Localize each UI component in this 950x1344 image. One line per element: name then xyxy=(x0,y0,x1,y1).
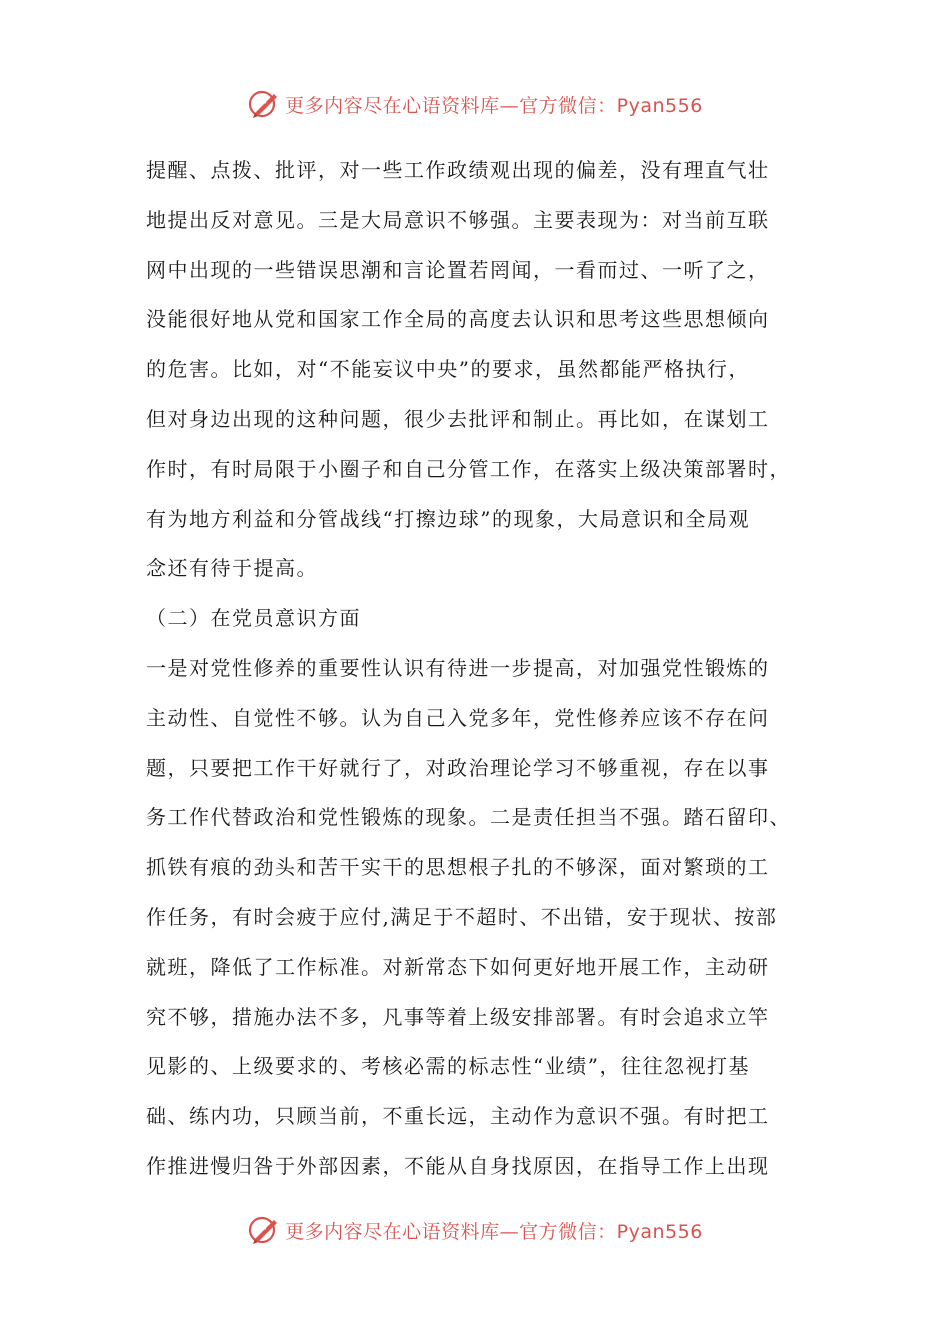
text-line: 作任务，有时会疲于应付,满足于不超时、不出错，安于现状、按部 xyxy=(146,904,778,929)
text-line: 的危害。比如，对“不能妄议中央”的要求，虽然都能严格执行， xyxy=(146,357,750,382)
header-banner-text: 更多内容尽在心语资料库—官方微信：Pyan556 xyxy=(285,94,703,117)
text-line: 就班，降低了工作标准。对新常态下如何更好地开展工作，主动研 xyxy=(146,954,770,979)
text-line: 作时，有时局限于小圈子和自己分管工作，在落实上级决策部署时， xyxy=(146,456,791,481)
text-line: 见影的、上级要求的、考核必需的标志性“业绩”，往往忽视打基 xyxy=(146,1054,750,1079)
text-line: 网中出现的一些错误思潮和言论置若罔闻，一看而过、一听了之， xyxy=(146,257,770,282)
header-banner xyxy=(0,84,950,124)
footer-banner-text: 更多内容尽在心语资料库—官方微信：Pyan556 xyxy=(285,1220,703,1243)
pen-logo-icon xyxy=(247,87,281,121)
text-line: 题，只要把工作干好就行了，对政治理论学习不够重视，存在以事 xyxy=(146,755,770,780)
text-line: 作推进慢归咎于外部因素，不能从自身找原因，在指导工作上出现 xyxy=(146,1153,770,1178)
footer-banner xyxy=(0,1210,950,1250)
text-line: 一是对党性修养的重要性认识有待进一步提高，对加强党性锻炼的 xyxy=(146,655,770,680)
document-body xyxy=(146,146,818,1192)
text-line: 念还有待于提高。 xyxy=(146,556,318,581)
text-line: 有为地方利益和分管战线“打擦边球”的现象，大局意识和全局观 xyxy=(146,506,750,531)
text-line: 提醒、点拨、批评，对一些工作政绩观出现的偏差，没有理直气壮 xyxy=(146,158,770,182)
text-line: 没能很好地从党和国家工作全局的高度去认识和思考这些思想倾向 xyxy=(146,307,770,332)
text-line: 但对身边出现的这种问题，很少去批评和制止。再比如，在谋划工 xyxy=(146,406,770,431)
text-line: 主动性、自觉性不够。认为自己入党多年，党性修养应该不存在问 xyxy=(146,705,770,730)
text-line: （二）在党员意识方面 xyxy=(146,606,361,631)
text-line: 务工作代替政治和党性锻炼的现象。二是责任担当不强。踏石留印、 xyxy=(146,805,791,830)
text-line: 地提出反对意见。三是大局意识不够强。主要表现为：对当前互联 xyxy=(146,207,770,232)
text-line: 究不够，措施办法不多，凡事等着上级安排部署。有时会追求立竿 xyxy=(146,1004,770,1029)
text-line: 础、练内功，只顾当前，不重长远，主动作为意识不强。有时把工 xyxy=(146,1104,770,1129)
text-line: 抓铁有痕的劲头和苦干实干的思想根子扎的不够深，面对繁琐的工 xyxy=(146,855,770,880)
pen-logo-icon xyxy=(247,1213,281,1247)
